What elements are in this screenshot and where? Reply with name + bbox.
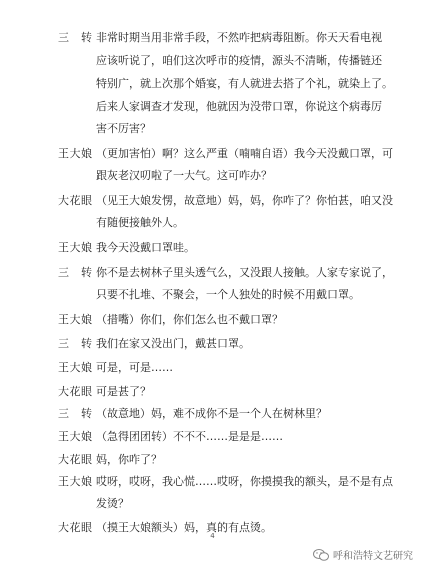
speaker-name: 三 转 bbox=[58, 337, 93, 350]
dialogue-line bbox=[0, 51, 425, 71]
speaker-name: 三 转 bbox=[58, 407, 93, 420]
dialogue-text: 应该听说了，咱们这次呼市的疫情，源头不清晰，传播链还 bbox=[96, 54, 382, 67]
watermark-text: 呼和浩特文艺研究 bbox=[333, 551, 413, 562]
speaker-name: 王大娘 bbox=[58, 475, 93, 488]
dialogue-line bbox=[0, 404, 425, 424]
dialogue-text: （急得团团转）不不不……是是是…… bbox=[96, 430, 283, 443]
speaker-name: 王大娘 bbox=[58, 430, 93, 443]
dialogue-text: 我今天没戴口罩哇。 bbox=[96, 241, 195, 254]
dialogue-line bbox=[0, 166, 425, 186]
dialogue-line bbox=[0, 263, 425, 283]
dialogue-line bbox=[0, 119, 425, 139]
dialogue-line bbox=[0, 191, 425, 211]
speaker-name: 三 转 bbox=[58, 31, 93, 44]
dialogue-text: 只要不扎堆、不聚会，一个人独处的时候不用戴口罩。 bbox=[96, 288, 360, 301]
dialogue-text: 我们在家又没出门，戴甚口罩。 bbox=[96, 337, 250, 350]
dialogue-line bbox=[0, 285, 425, 305]
dialogue-text: （摸王大娘额头）妈，真的有点烫。 bbox=[96, 521, 272, 534]
speaker-name: 三 转 bbox=[58, 266, 93, 279]
speaker-name: 大花眼 bbox=[58, 521, 93, 534]
speaker-name: 王大娘 bbox=[58, 313, 93, 326]
dialogue-text: 有随便接触外人。 bbox=[96, 216, 184, 229]
speaker-name: 王大娘 bbox=[58, 147, 93, 160]
dialogue-text: 害不厉害？ bbox=[96, 122, 151, 135]
dialogue-text: （措嘴）你们，你们怎么也不戴口罩？ bbox=[96, 313, 283, 326]
dialogue-text: （更加害怕）啊？这么严重（喃喃自语）我今天没戴口罩，可 bbox=[96, 147, 393, 160]
dialogue-text: 跟灰老汉叨啦了一大气。这可咋办？ bbox=[96, 169, 272, 182]
dialogue-line bbox=[0, 213, 425, 233]
dialogue-line bbox=[0, 427, 425, 447]
dialogue-line bbox=[0, 450, 425, 470]
dialogue-line bbox=[0, 382, 425, 402]
dialogue-line bbox=[0, 97, 425, 117]
dialogue-line bbox=[0, 358, 425, 378]
speaker-name: 大花眼 bbox=[58, 453, 93, 466]
dialogue-text: 可是，可是…… bbox=[96, 361, 173, 374]
dialogue-line bbox=[0, 144, 425, 164]
speaker-name: 王大娘 bbox=[58, 241, 93, 254]
dialogue-text: （故意地）妈，难不成你不是一个人在树林里？ bbox=[96, 407, 327, 420]
wechat-icon bbox=[313, 549, 329, 561]
dialogue-line bbox=[0, 472, 425, 492]
dialogue-line bbox=[0, 494, 425, 514]
dialogue-line bbox=[0, 238, 425, 258]
dialogue-text: 发烫？ bbox=[96, 497, 129, 510]
dialogue-line bbox=[0, 28, 425, 48]
watermark bbox=[313, 547, 413, 562]
speaker-name: 王大娘 bbox=[58, 361, 93, 374]
dialogue-text: 非常时期当用非常手段，不然咋把病毒阻断。你天天看电视 bbox=[96, 31, 382, 44]
dialogue-line bbox=[0, 334, 425, 354]
speaker-name: 大花眼 bbox=[58, 385, 93, 398]
dialogue-text: 妈，你咋了？ bbox=[96, 453, 162, 466]
dialogue-text: 特别广，就上次那个婚宴，有人就进去搭了个礼，就染上了。 bbox=[96, 77, 393, 90]
dialogue-text: 哎呀，哎呀，我心慌……哎呀，你摸摸我的额头，是不是有点 bbox=[96, 475, 393, 488]
dialogue-text: 可是甚了？ bbox=[96, 385, 151, 398]
speaker-name: 大花眼 bbox=[58, 194, 93, 207]
dialogue-text: 后来人家调查才发现，他就因为没带口罩，你说这个病毒厉 bbox=[96, 100, 382, 113]
page-number: 4 bbox=[210, 532, 215, 540]
dialogue-line bbox=[0, 74, 425, 94]
dialogue-text: 你不是去树林子里头透气么，又没跟人接触。人家专家说了， bbox=[96, 266, 393, 279]
dialogue-line bbox=[0, 310, 425, 330]
dialogue-text: （见王大娘发愣，故意地）妈，妈，你咋了？你怕甚，咱又没 bbox=[96, 194, 393, 207]
